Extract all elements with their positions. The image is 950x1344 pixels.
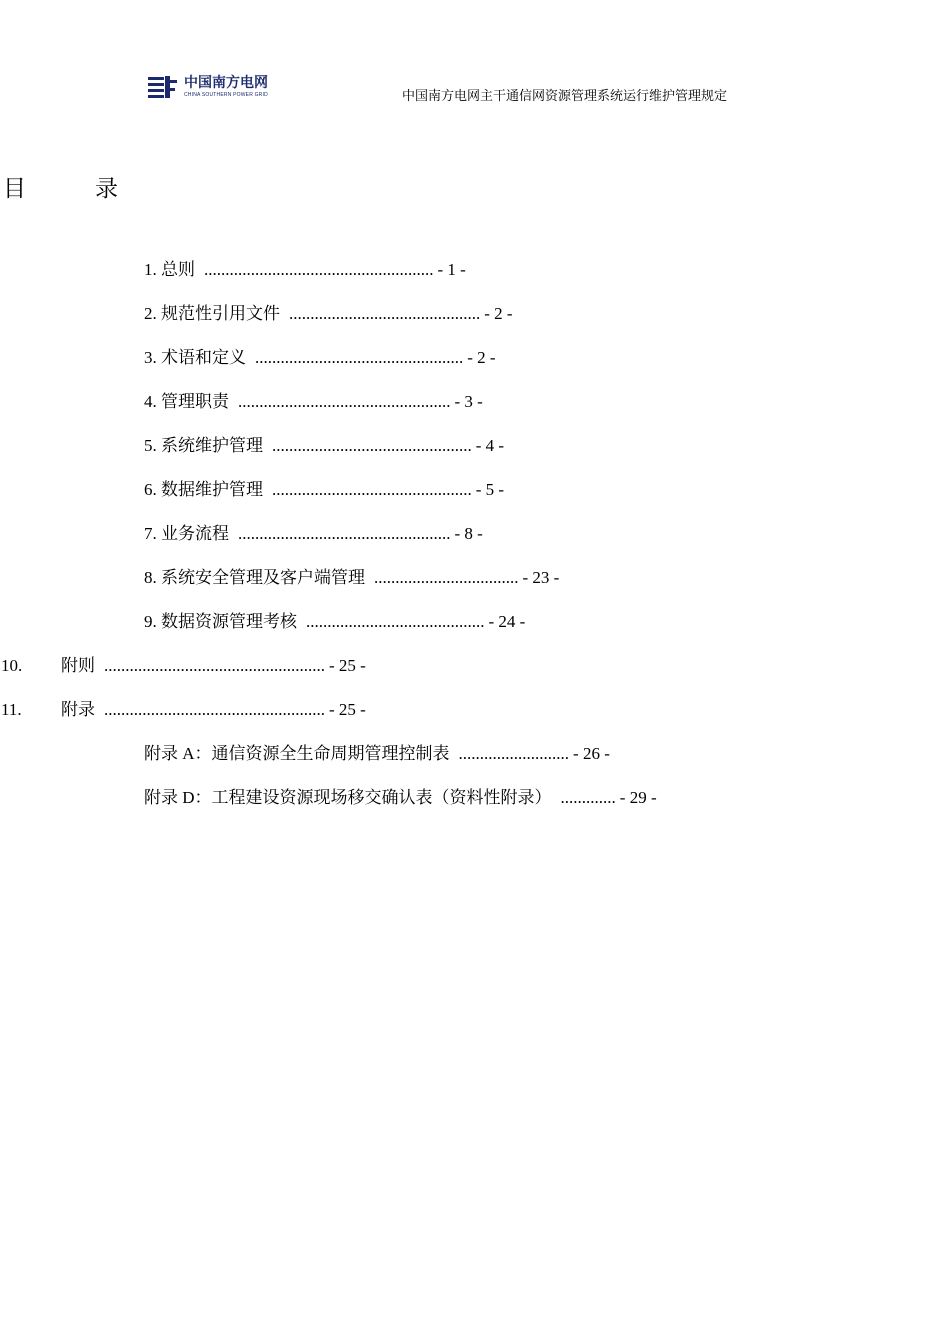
toc-entry-title: 4. 管理职责 [144,392,229,411]
toc-entry-title: 附录 A：通信资源全生命周期管理控制表 [144,744,450,763]
toc-entry-title: 附则 [61,656,95,675]
toc-entry[interactable] [144,303,513,325]
toc-entry-leader: ............................................... [272,480,472,499]
toc-entry-leader: .................................. [374,568,519,587]
toc-entry-leader: ...................................................... [204,260,434,279]
toc-entry-leader: .................................................. [238,524,451,543]
toc-entry[interactable] [144,523,483,545]
toc-entry[interactable] [144,611,525,633]
toc-entry-title: 3. 术语和定义 [144,348,246,367]
toc-entry-page: - 26 - [573,744,610,763]
company-logo [148,74,280,102]
toc-entry-title: 6. 数据维护管理 [144,480,263,499]
toc-entry[interactable] [144,479,504,501]
toc-entry[interactable] [144,259,466,281]
toc-entry[interactable] [1,655,366,677]
document-header-title: 中国南方电网主干通信网资源管理系统运行维护管理规定 [402,88,728,103]
toc-entry[interactable] [144,435,504,457]
toc-entry-title: 2. 规范性引用文件 [144,304,280,323]
toc-entry-title: 附录 D：工程建设资源现场移交确认表（资料性附录） [144,788,552,807]
toc-entry[interactable] [144,347,496,369]
toc-entry-title: 5. 系统维护管理 [144,436,263,455]
toc-entry-page: - 24 - [488,612,526,631]
toc-entry-number: 11. [1,700,22,719]
toc-entry-page: - 5 - [475,480,505,499]
toc-entry-leader: .......................... [458,744,570,763]
toc-entry-page: - 2 - [484,304,513,323]
toc-entry[interactable] [144,391,483,413]
toc-entry-title: 附录 [61,700,95,719]
toc-entry-page: - 4 - [475,436,505,455]
toc-entry-title: 9. 数据资源管理考核 [144,612,297,631]
toc-entry-page: - 8 - [454,524,483,543]
toc-entry[interactable] [144,787,657,809]
toc-entry-page: - 1 - [437,260,466,279]
toc-entry[interactable] [144,567,559,589]
toc-entry-number: 10. [1,656,23,675]
toc-entry-leader: ............. [560,788,616,807]
toc-entry-title: 7. 业务流程 [144,524,229,543]
toc-entry[interactable] [144,743,610,765]
toc-entry-leader: .................................................. [238,392,451,411]
toc-entry-leader: .................................................... [104,700,325,719]
toc-heading: 目 录 [3,176,118,201]
toc-entry-page: - 25 - [329,700,366,719]
logo-english-name: CHINA SOUTHERN POWER GRID [184,92,268,98]
toc-entry-leader: .......................................... [306,612,485,631]
toc-entry-page: - 25 - [329,656,366,675]
toc-entry-page: - 3 - [454,392,483,411]
toc-entry-page: - 23 - [522,568,560,587]
toc-entry-leader: ................................................. [255,348,464,367]
toc-entry-title: 8. 系统安全管理及客户端管理 [144,568,365,587]
toc-entry-page: - 29 - [619,788,657,807]
toc-entry-leader: ............................................. [289,304,481,323]
power-grid-logo-icon [148,74,180,100]
toc-entry-page: - 2 - [467,348,496,367]
toc-entry-leader: ............................................... [272,436,472,455]
toc-entry-title: 1. 总则 [144,260,195,279]
toc-entry[interactable] [1,699,366,721]
logo-chinese-name: 中国南方电网 [184,75,268,91]
toc-entry-leader: .................................................... [104,656,325,675]
